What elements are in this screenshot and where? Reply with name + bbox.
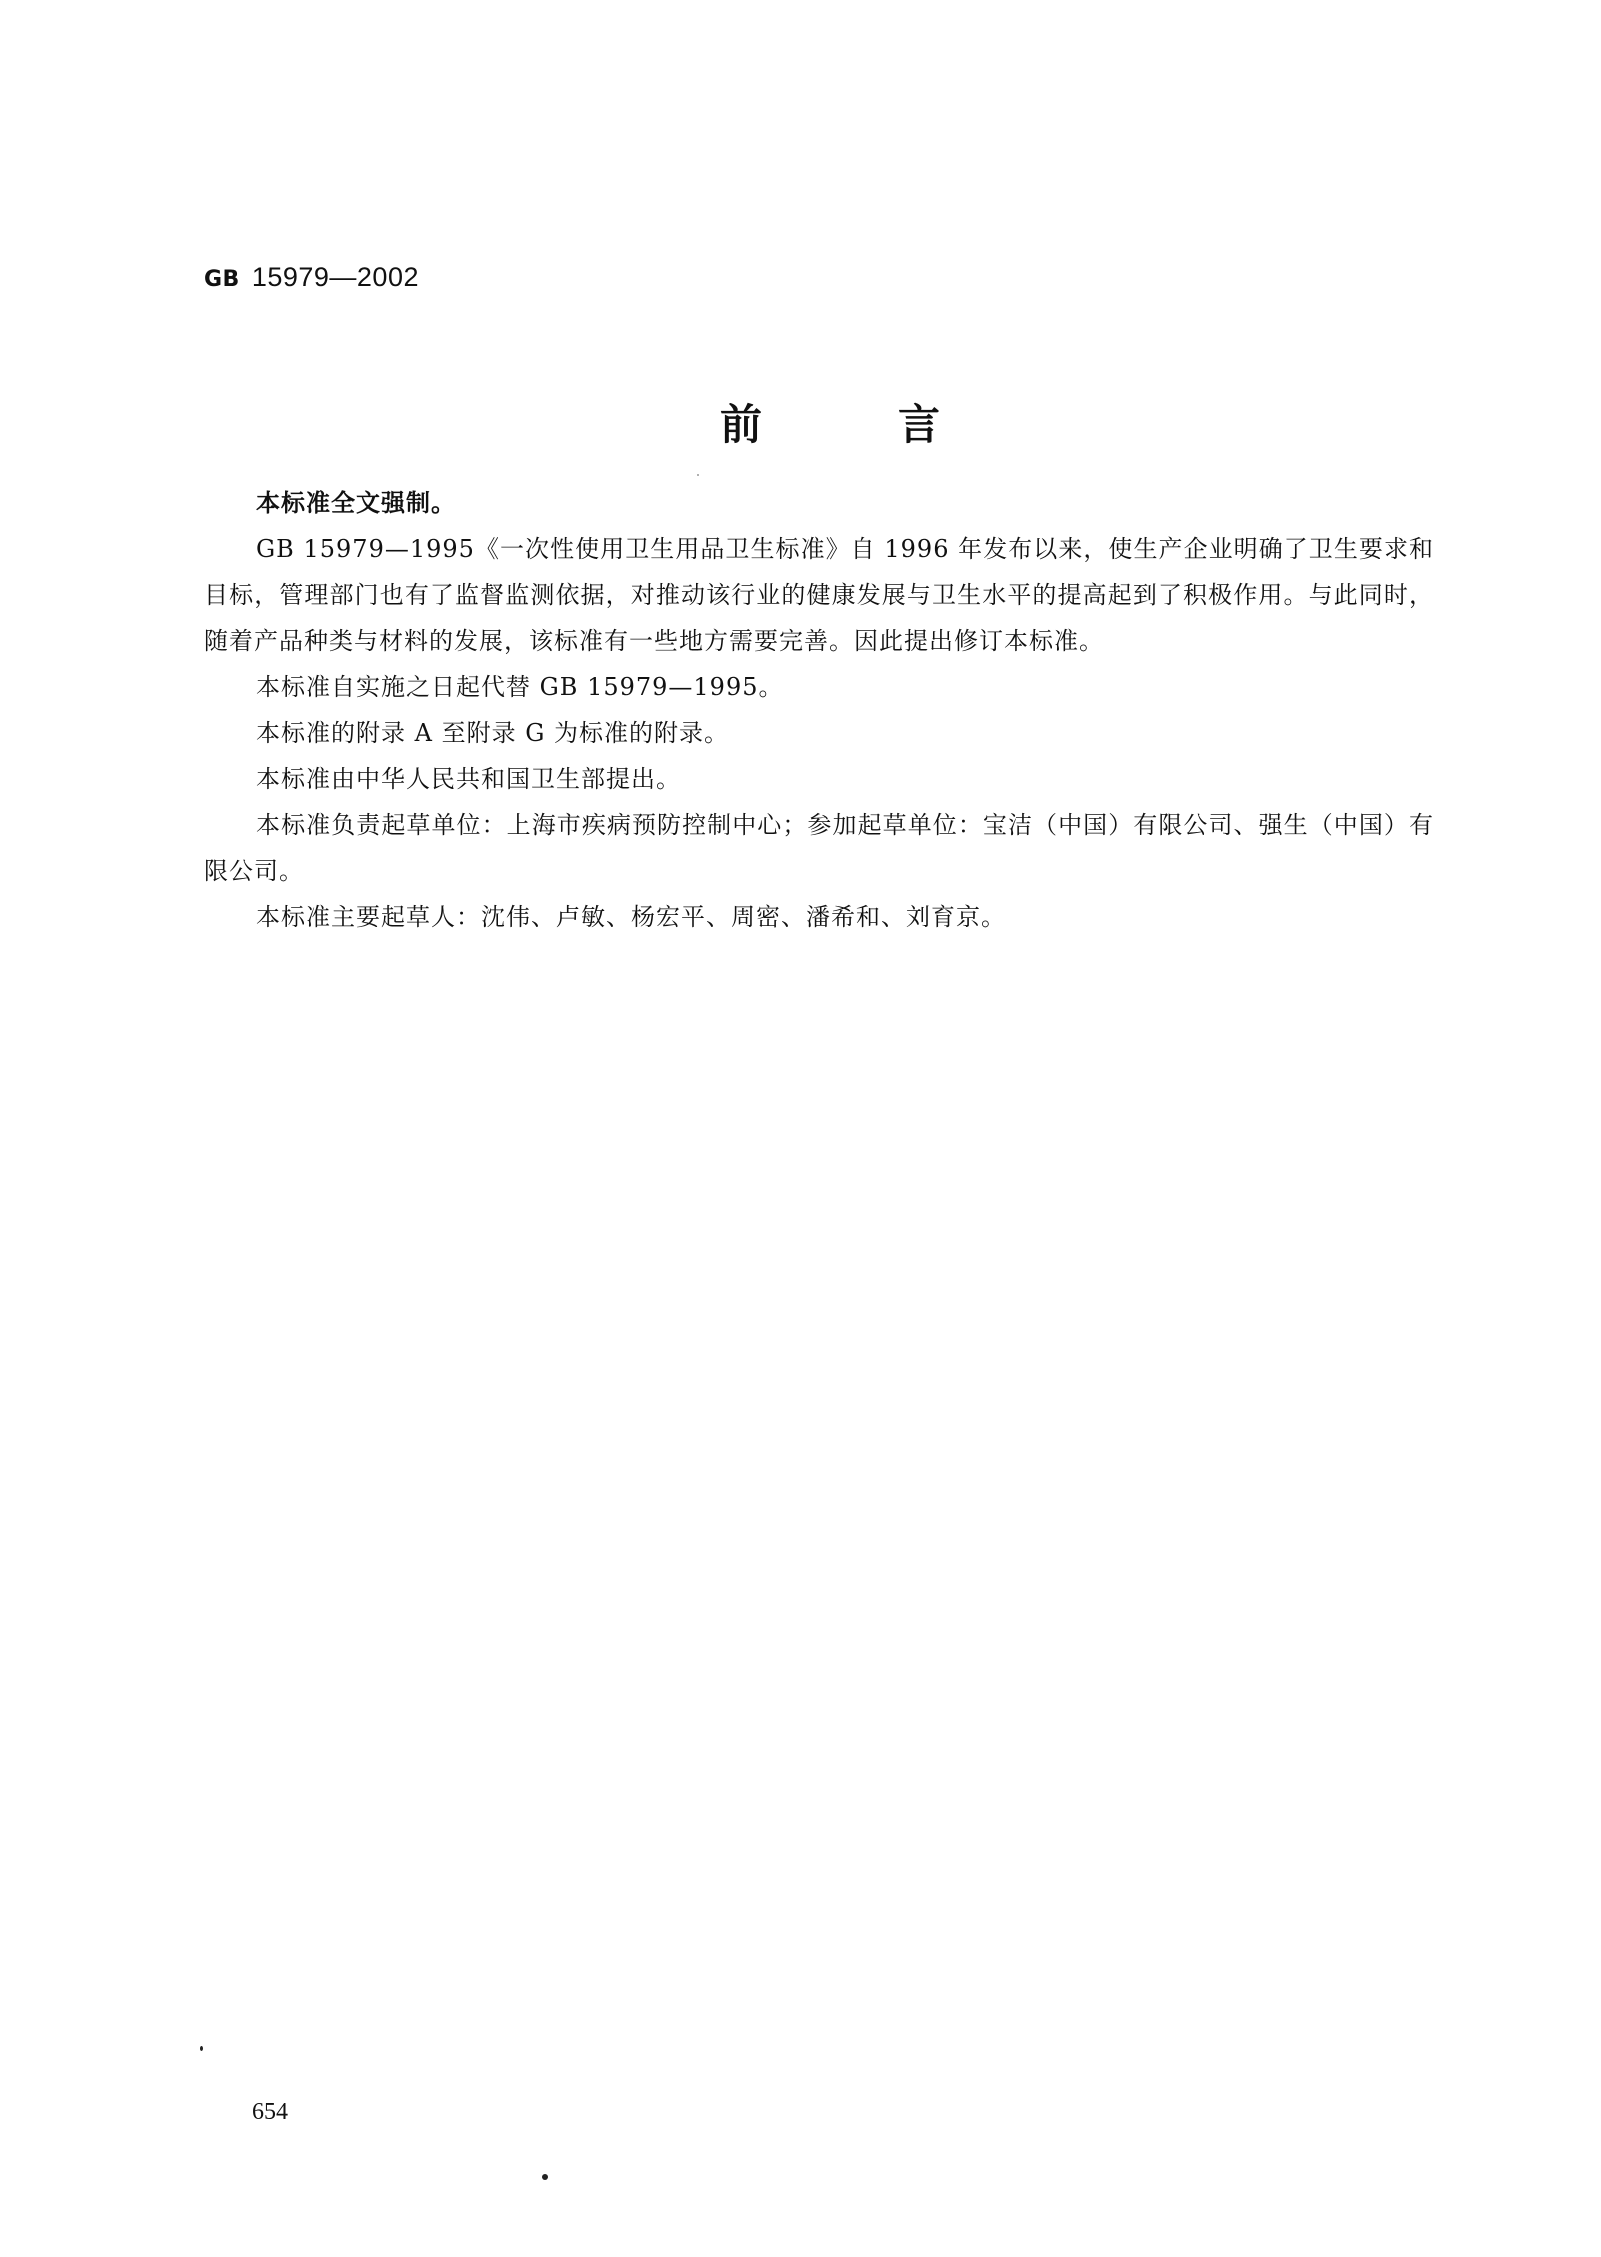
foreword-body — [204, 480, 1434, 940]
page-number: 654 — [252, 2099, 288, 2125]
scan-speck — [697, 474, 699, 476]
replacement-paragraph: 本标准自实施之日起代替 GB 15979—1995。 — [256, 673, 784, 701]
drafters-paragraph: 本标准主要起草人：沈伟、卢敏、杨宏平、周密、潘希和、刘育京。 — [256, 903, 1006, 931]
title-char-1: 前 — [720, 400, 763, 449]
history-paragraph: GB 15979—1995《一次性使用卫生用品卫生标准》自 1996 年发布以来，使生产企业明确了卫生要求和目标，管理部门也有了监督监测依据，对推动该行业的健康发展与卫生水平的提高起到了积极作用。与此同时，随着产品种类与材料的发展，该标准有一些地方需要完善。因此提出修订本标准。 — [204, 535, 1434, 655]
appendix-paragraph: 本标准的附录 A 至附录 G 为标准的附录。 — [256, 719, 730, 747]
standard-number: 15979—2002 — [251, 262, 419, 292]
mandatory-statement: 本标准全文强制。 — [256, 489, 456, 517]
scan-speck — [542, 2174, 548, 2180]
title-char-2: 言 — [897, 400, 940, 449]
scan-speck — [200, 2046, 203, 2051]
standard-code: GB — [204, 267, 240, 292]
standard-header — [204, 262, 419, 293]
page-title — [720, 392, 940, 449]
proposer-paragraph: 本标准由中华人民共和国卫生部提出。 — [256, 765, 681, 793]
drafting-units-paragraph: 本标准负责起草单位：上海市疾病预防控制中心；参加起草单位：宝洁（中国）有限公司、强生（中国）有限公司。 — [204, 811, 1434, 885]
